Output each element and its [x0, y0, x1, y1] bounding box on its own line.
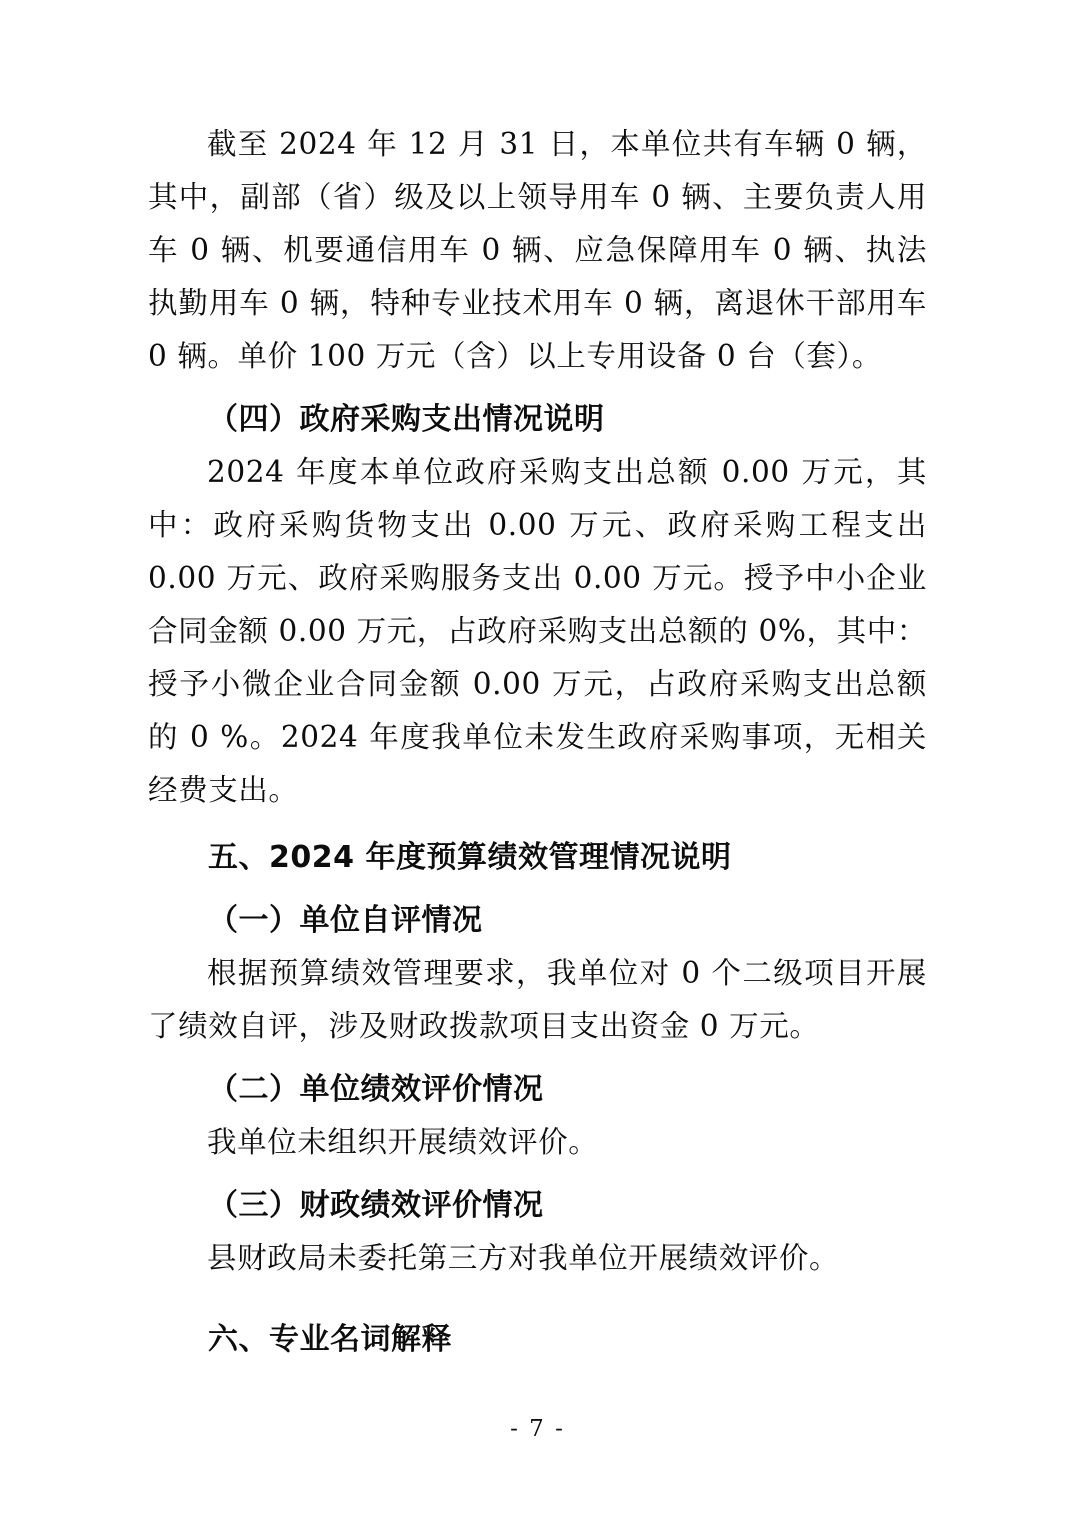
paragraph-government-procurement: 2024 年度本单位政府采购支出总额 0.00 万元，其中：政府采购货物支出 0.00 万元、政府采购工程支出 0.00 万元、政府采购服务支出 0.00 万元。授予中小企业合同金额 0.00 万元，占政府采购支出总额的 0%，其中：授予小微企业合同金额 0.00 万元，占政府采购支出总额的 0 %。2024 年度我单位未发生政府采购事项，无相关经费支出。 — [148, 455, 927, 807]
paragraph-unit-performance-evaluation: 我单位未组织开展绩效评价。 — [207, 1125, 599, 1159]
paragraph-fiscal-performance-evaluation: 县财政局未委托第三方对我单位开展绩效评价。 — [207, 1241, 840, 1275]
heading-section-six-terminology: 六、专业名词解释 — [208, 1322, 452, 1357]
heading-section-five-budget-performance: 五、2024 年度预算绩效管理情况说明 — [208, 840, 732, 875]
spacer — [148, 1285, 927, 1303]
paragraph-unit-self-evaluation: 根据预算绩效管理要求，我单位对 0 个二级项目开展了绩效自评，涉及财政拨款项目支出资金 0 万元。 — [148, 956, 927, 1043]
heading-unit-performance-evaluation: （二）单位绩效评价情况 — [208, 1072, 544, 1107]
paragraph-vehicle-assets: 截至 2024 年 12 月 31 日，本单位共有车辆 0 辆，其中，副部（省）级及以上领导用车 0 辆、主要负责人用车 0 辆、机要通信用车 0 辆、应急保障用车 0 辆、执法执勤用车 0 辆，特种专业技术用车 0 辆，离退休干部用车 0 辆。单价 100 万元（含）以上专用设备 0 台（套）。 — [148, 127, 927, 373]
heading-unit-self-evaluation: （一）单位自评情况 — [208, 903, 483, 938]
document-body — [148, 118, 927, 1366]
page-number: - 7 - — [510, 1416, 565, 1442]
heading-government-procurement: （四）政府采购支出情况说明 — [208, 402, 605, 437]
heading-fiscal-performance-evaluation: （三）财政绩效评价情况 — [208, 1188, 544, 1223]
